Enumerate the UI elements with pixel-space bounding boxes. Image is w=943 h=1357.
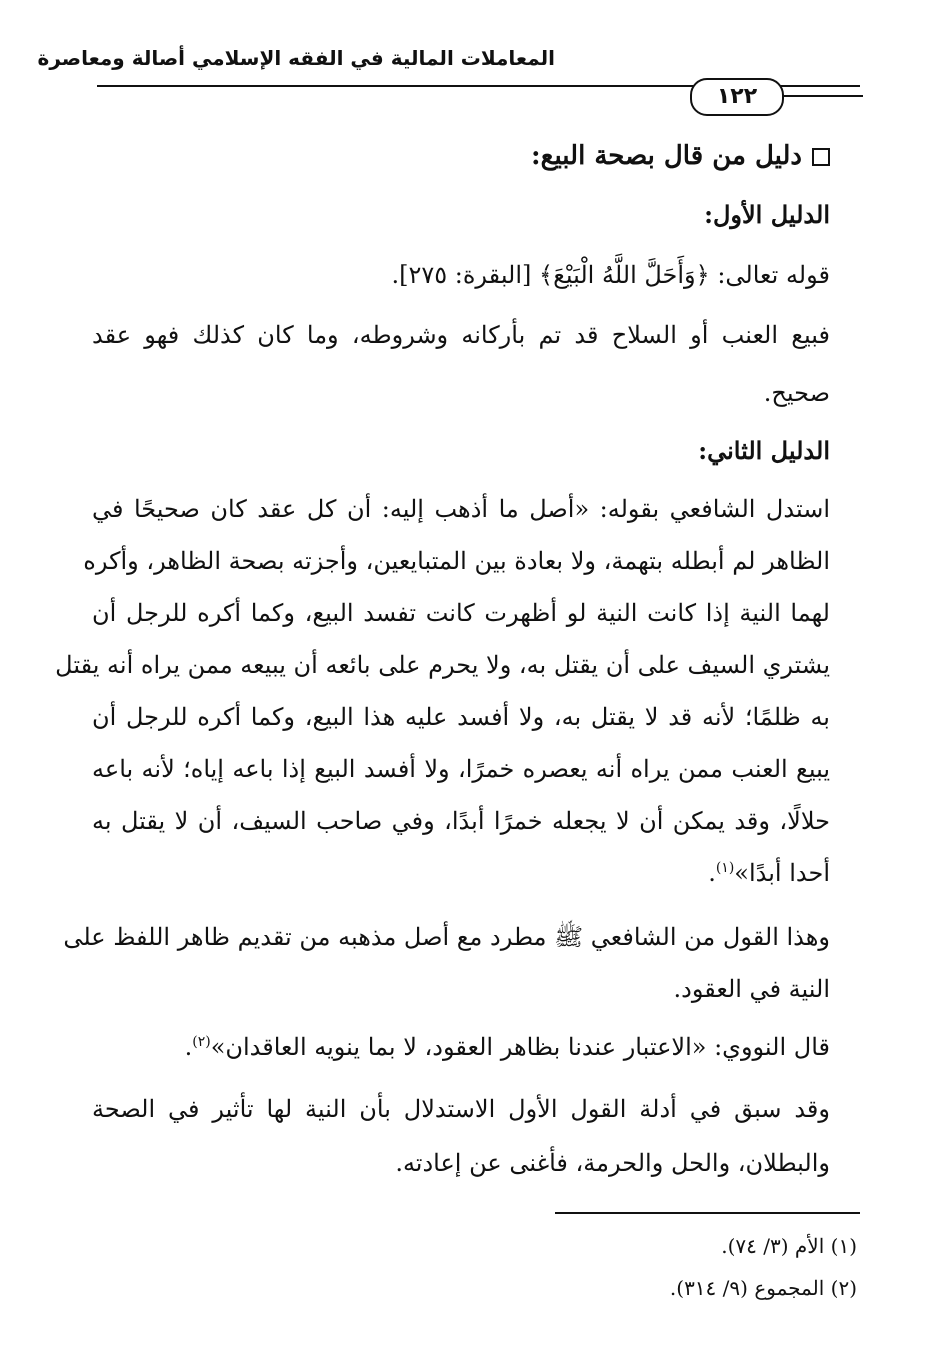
paragraph-line: والبطلان، والحل والحرمة، فأغنى عن إعادته.: [395, 1149, 830, 1177]
paragraph-line: أحدا أبدًا»$^{(١)}$.: [708, 859, 830, 887]
running-header-title: المعاملات المالية في الفقه الإسلامي أصالة ومعاصرة: [37, 46, 555, 70]
quote-end-text: أحدا أبدًا»: [734, 859, 830, 887]
paragraph-line: وهذا القول من الشافعي ﷺ مطرد مع أصل مذهبه من تقديم ظاهر اللفظ على: [63, 923, 830, 951]
paragraph-line: استدل الشافعي بقوله: «أصل ما أذهب إليه: أن كل عقد كان صحيحًا في: [92, 495, 830, 523]
paragraph-line: وقد سبق في أدلة القول الأول الاستدلال بأن النية لها تأثير في الصحة: [92, 1095, 830, 1123]
footnote: (١) الأم (٣/ ٧٤).: [721, 1234, 857, 1258]
paragraph-line: قال النووي: «الاعتبار عندنا بظاهر العقود، لا بما ينويه العاقدان»$^{(٢)}$.: [184, 1033, 830, 1061]
paragraph-line: النية في العقود.: [673, 975, 830, 1003]
footnote-ref: (١): [715, 860, 735, 876]
page-number-rule: [783, 95, 863, 97]
section-heading: [531, 140, 830, 173]
paragraph-line: فبيع العنب أو السلاح قد تم بأركانه وشروطه، وما كان كذلك فهو عقد: [92, 321, 830, 349]
paragraph-line: الظاهر لم أبطله بتهمة، ولا بعادة بين المتبايعين، وأجزته بصحة الظاهر، وأكره: [83, 547, 830, 575]
footnote: (٢) المجموع (٩/ ٣١٤).: [669, 1276, 857, 1300]
paragraph-line: حلالًا، وقد يمكن أن لا يجعله خمرًا أبدًا، وفي صاحب السيف، أن لا يقتل به: [92, 807, 830, 835]
page-number-badge: ١٢٢: [690, 78, 784, 116]
section-heading-text: دليل من قال بصحة البيع:: [531, 141, 802, 171]
footnote-rule: [555, 1212, 860, 1214]
paragraph-line: لهما النية إذا كانت النية لو أظهرت كانت تفسد البيع، وكما أكره للرجل أن: [92, 599, 830, 627]
paragraph-line: صحيح.: [763, 379, 830, 407]
paragraph-line: به ظلمًا؛ لأنه قد لا يقتل به، ولا أفسد عليه هذا البيع، وكما أكره للرجل أن: [92, 703, 830, 731]
footnote-ref: (٢): [192, 1034, 211, 1050]
square-bullet-icon: [812, 148, 830, 166]
second-proof-title: الدليل الثاني:: [698, 436, 830, 465]
nawawi-quote: قال النووي: «الاعتبار عندنا بظاهر العقود، لا بما ينويه العاقدان»: [210, 1033, 830, 1061]
paragraph-line: يبيع العنب ممن يراه أنه يعصره خمرًا، ولا أفسد البيع إذا باعه إياه؛ لأنه باعه: [92, 755, 830, 783]
paragraph-line: يشتري السيف على أن يقتل به، ولا يحرم على بائعه أن يبيعه ممن يراه أنه يقتل: [55, 651, 830, 679]
first-proof-title: الدليل الأول:: [704, 200, 830, 229]
first-proof-text: قوله تعالى: ﴿وَأَحَلَّ اللَّهُ الْبَيْعَ﴾ [البقرة: ٢٧٥].: [391, 261, 830, 289]
